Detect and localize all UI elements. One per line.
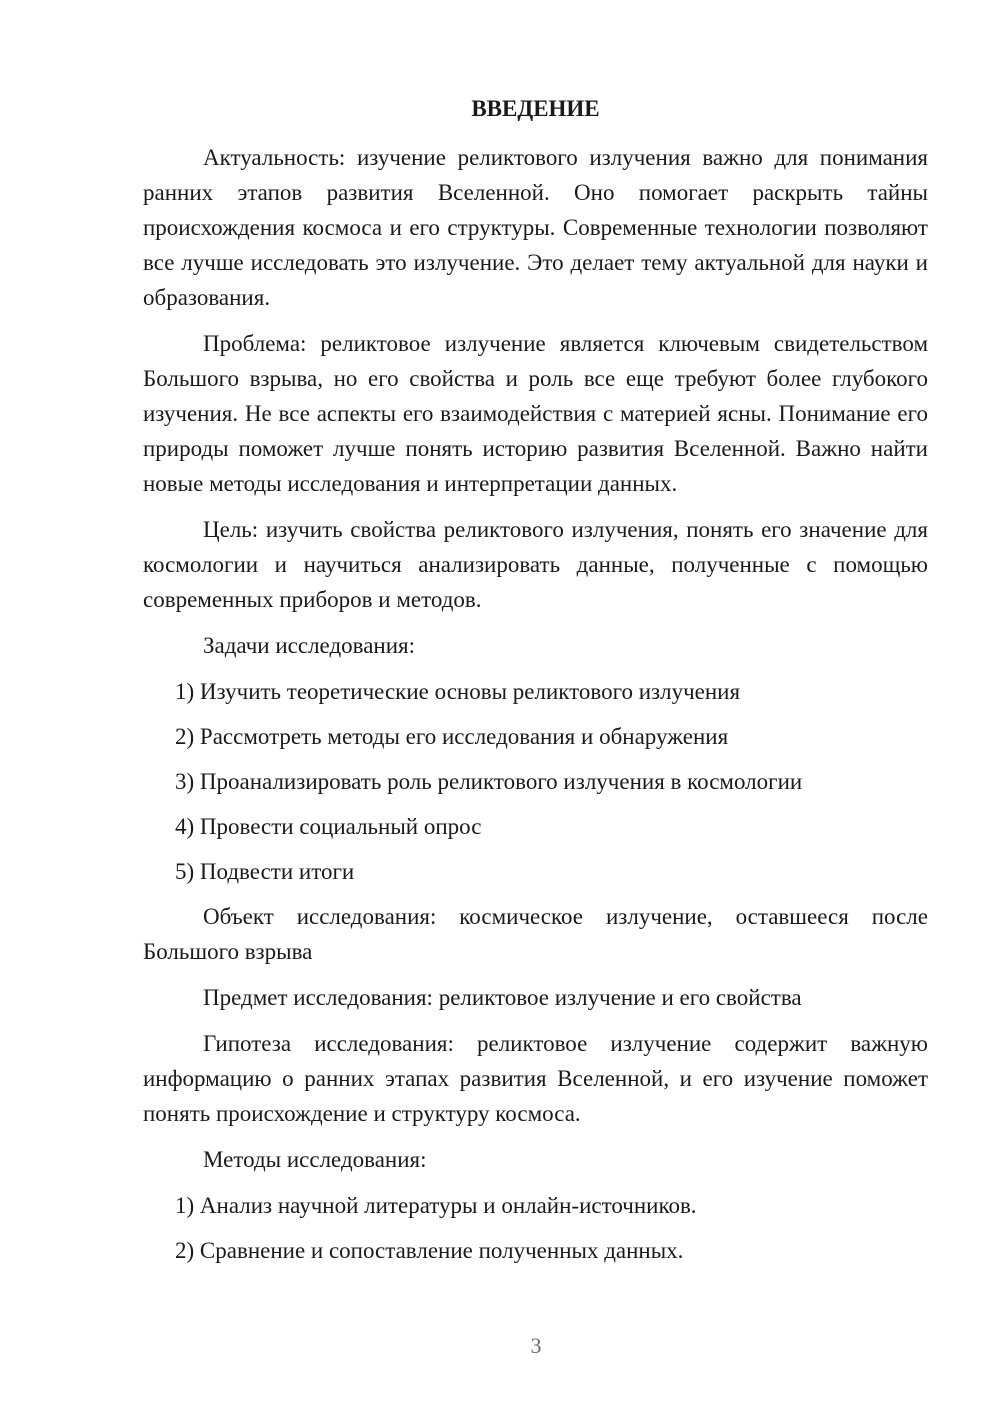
hypothesis-paragraph: Гипотеза исследования: реликтовое излучение содержит важную информацию о ранних этапах развития Вселенной, и его изучение поможет понять происхождение и структуру космоса. [143, 1031, 928, 1126]
list-item: 1) Анализ научной литературы и онлайн-источников. [175, 1193, 697, 1218]
list-item: 2) Рассмотреть методы его исследования и обнаружения [175, 724, 729, 749]
list-item: 4) Провести социальный опрос [175, 814, 482, 839]
methods-heading: Методы исследования: [203, 1147, 427, 1172]
tasks-list [143, 674, 928, 889]
object-paragraph: Объект исследования: космическое излучение, оставшееся после Большого взрыва [143, 904, 928, 964]
problem-paragraph: Проблема: реликтовое излучение является ключевым свидетельством Большого взрыва, но его свойства и роль все еще требуют более глубокого изучения. Не все аспекты его взаимодействия с материей ясны. Понимание его природы поможет лучше понять историю развития Вселенной. Важно найти новые методы исследования и интерпретации данных. [143, 331, 928, 496]
relevance-paragraph: Актуальность: изучение реликтового излучения важно для понимания ранних этапов развития Вселенной. Оно помогает раскрыть тайны происхождения космоса и его структуры. Современные технологии позволяют все лучше исследовать это излучение. Это делает тему актуальной для науки и образования. [143, 145, 928, 310]
list-item: 1) Изучить теоретические основы реликтового излучения [175, 679, 741, 704]
list-item: 3) Проанализировать роль реликтового излучения в космологии [175, 769, 803, 794]
methods-list [143, 1188, 928, 1268]
tasks-heading: Задачи исследования: [203, 633, 416, 658]
list-item: 5) Подвести итоги [175, 859, 355, 884]
page-title: ВВЕДЕНИЕ [471, 96, 600, 121]
document-page [143, 94, 928, 1278]
page-number: 3 [530, 1333, 542, 1358]
subject-paragraph: Предмет исследования: реликтовое излучение и его свойства [203, 985, 802, 1010]
goal-paragraph: Цель: изучить свойства реликтового излучения, понять его значение для космологии и научиться анализировать данные, полученные с помощью современных приборов и методов. [143, 517, 928, 612]
list-item: 2) Сравнение и сопоставление полученных данных. [175, 1238, 684, 1263]
